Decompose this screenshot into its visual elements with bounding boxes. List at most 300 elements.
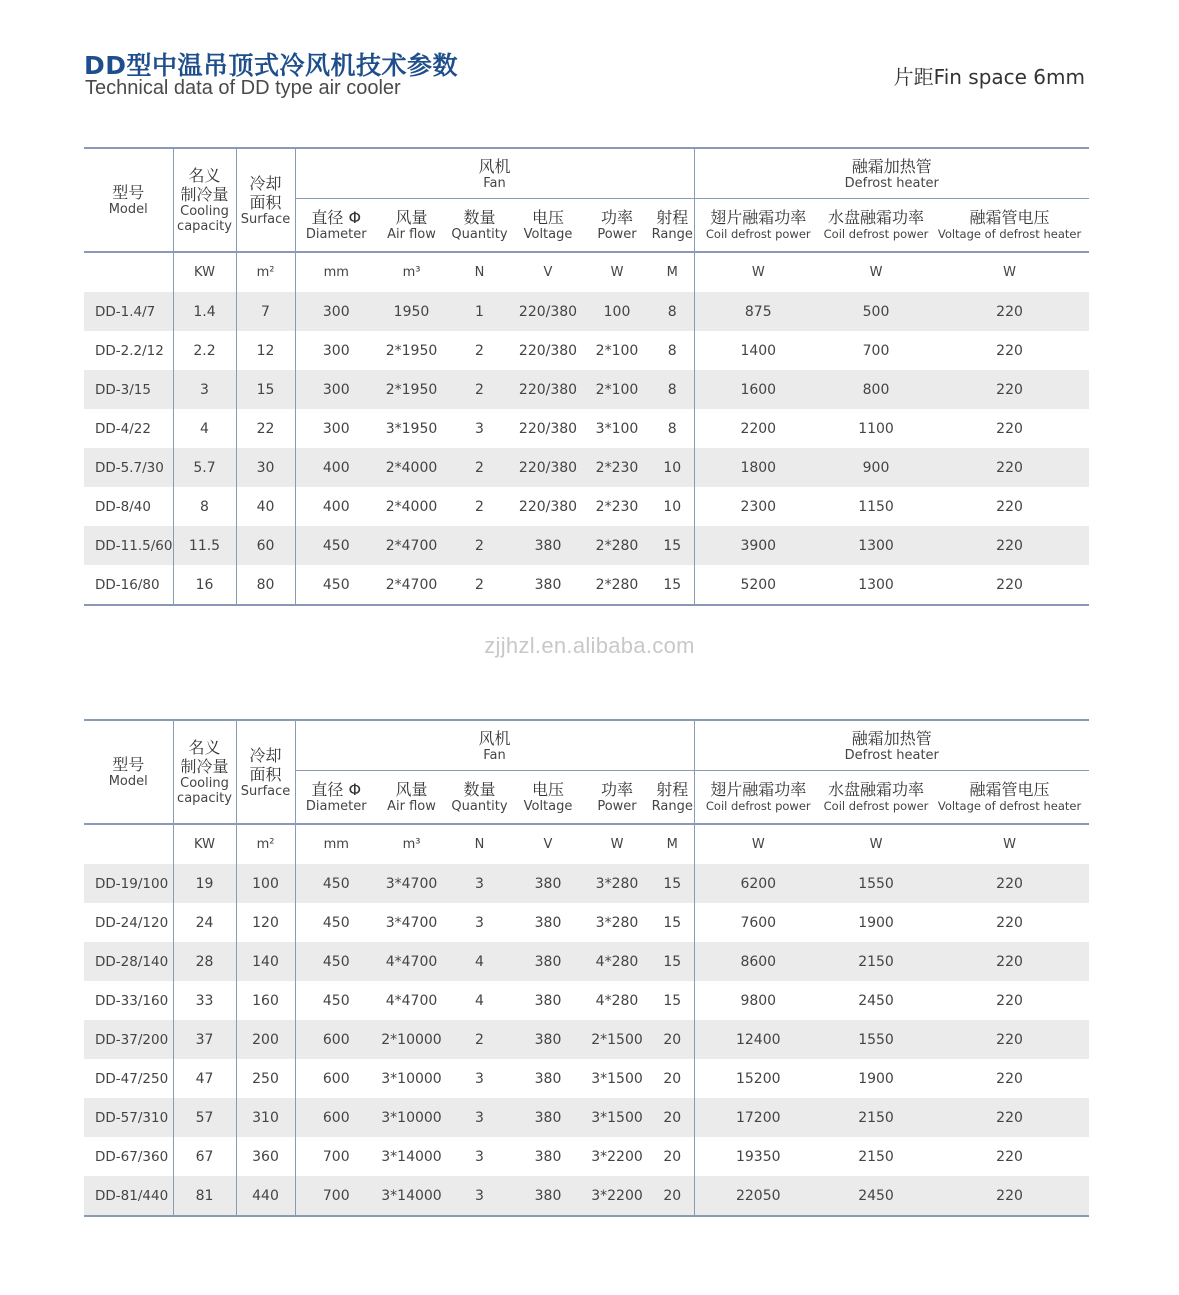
data-cell: 12400	[694, 1020, 822, 1059]
fan-group-header	[295, 148, 694, 199]
data-cell: 2	[475, 342, 484, 359]
diameter-header-en: Diameter	[305, 799, 367, 814]
data-cell: 220/380	[513, 292, 583, 331]
data-cell: 2*1950	[385, 342, 438, 359]
data-cell: 80	[236, 565, 295, 605]
data-cell: 220	[996, 914, 1023, 931]
col-quantity-header	[446, 771, 513, 825]
data-cell: 2*230	[583, 448, 651, 487]
data-cell: 2*4700	[377, 526, 446, 565]
data-cell: 800	[822, 370, 930, 409]
data-cell: 1300	[822, 565, 930, 605]
col-surface-header	[236, 720, 295, 824]
data-cell: 3*14000	[377, 1176, 446, 1216]
unit-cell	[84, 252, 173, 292]
unit-cell: mm	[295, 252, 377, 292]
cooling-header-en: Cooling capacity	[177, 776, 232, 806]
data-cell: 3	[475, 1148, 484, 1165]
data-cell: 19	[173, 864, 236, 903]
table-row	[84, 448, 1089, 487]
data-cell: 2200	[694, 409, 822, 448]
data-cell: 220	[930, 1098, 1089, 1137]
heater-voltage-header-cn: 融霜管电压	[969, 208, 1050, 227]
data-cell: 600	[295, 1020, 377, 1059]
data-cell: 220	[930, 864, 1089, 903]
range-header-en: Range	[651, 799, 693, 814]
data-cell: 2150	[822, 1098, 930, 1137]
data-cell: 2150	[858, 1148, 894, 1165]
unit-cell: W	[869, 265, 883, 280]
data-cell: 300	[295, 370, 377, 409]
data-cell: 220	[930, 370, 1089, 409]
data-cell: 15	[236, 370, 295, 409]
data-cell: 3	[475, 914, 484, 931]
col-quantity-header	[446, 199, 513, 253]
data-cell: 3*1500	[591, 1070, 643, 1087]
data-cell: 380	[513, 565, 583, 605]
data-cell: 2.2	[173, 331, 236, 370]
data-cell: 8	[651, 370, 694, 409]
col-tray-defrost-header	[822, 771, 930, 825]
data-cell: 3*100	[595, 420, 639, 437]
data-cell: 15	[663, 914, 682, 931]
data-cell: 300	[295, 409, 377, 448]
data-cell: 9800	[694, 981, 822, 1020]
col-range-header	[651, 199, 694, 253]
data-cell: 3	[173, 370, 236, 409]
data-cell: 3*1950	[385, 420, 438, 437]
unit-cell: KW	[173, 252, 236, 292]
unit-cell: V	[543, 265, 553, 280]
data-cell: 3*280	[583, 864, 651, 903]
col-tray-defrost-header	[822, 199, 930, 253]
data-cell: 380	[534, 992, 562, 1009]
airflow-header-en: Air flow	[387, 227, 436, 242]
table-row	[84, 292, 1089, 331]
tray-defrost-header-en: Coil defrost power	[823, 227, 929, 241]
model-cell: DD-57/310	[84, 1098, 173, 1137]
data-cell: 20	[651, 1176, 694, 1216]
data-cell: 15	[651, 864, 694, 903]
data-cell: 1150	[858, 498, 894, 515]
data-cell: 2450	[858, 992, 894, 1009]
coil-defrost-header-en: Coil defrost power	[705, 227, 811, 241]
data-cell: 4*4700	[377, 942, 446, 981]
data-cell: 380	[513, 1176, 583, 1216]
data-cell: 2450	[822, 1176, 930, 1216]
tray-defrost-header-cn: 水盘融霜功率	[828, 780, 925, 799]
diameter-header-en: Diameter	[305, 227, 367, 242]
model-cell: DD-81/440	[84, 1176, 173, 1216]
page-subtitle: Technical data of DD type air cooler	[85, 77, 401, 99]
power-header-en: Power	[597, 227, 637, 242]
data-cell: 220	[930, 565, 1089, 605]
data-cell: 220	[996, 1070, 1023, 1087]
data-cell: 220/380	[518, 498, 578, 515]
data-cell: 8	[651, 292, 694, 331]
data-cell: 5200	[694, 565, 822, 605]
data-cell: 200	[236, 1020, 295, 1059]
data-cell: 300	[295, 331, 377, 370]
data-cell: 2*4000	[385, 498, 438, 515]
col-power-header	[583, 199, 651, 253]
data-cell: 700	[862, 342, 890, 359]
data-cell: 3*10000	[381, 1070, 442, 1087]
data-cell: 450	[295, 526, 377, 565]
unit-cell: W	[694, 252, 822, 292]
data-cell: 22	[236, 409, 295, 448]
unit-cell: W	[694, 824, 822, 864]
units-row	[84, 824, 1089, 864]
data-cell: 8	[667, 342, 677, 359]
surface-header-cn: 冷却 面积	[249, 173, 282, 212]
data-cell: 700	[295, 1137, 377, 1176]
data-cell: 20	[663, 1148, 682, 1165]
table-row	[84, 331, 1089, 370]
range-header-en: Range	[651, 227, 693, 242]
data-cell: 220/380	[513, 370, 583, 409]
data-cell: 2*230	[595, 498, 639, 515]
heater-voltage-header-en: Voltage of defrost heater	[937, 227, 1082, 241]
data-cell: 15	[663, 992, 682, 1009]
data-cell: 160	[236, 981, 295, 1020]
unit-cell: m²	[236, 824, 295, 864]
model-cell: DD-2.2/12	[95, 342, 164, 359]
data-cell: 3	[446, 864, 513, 903]
unit-cell: W	[869, 837, 883, 852]
col-cooling-header	[173, 148, 236, 252]
data-cell: 15200	[694, 1059, 822, 1098]
cooling-header-cn: 名义 制冷量	[180, 738, 229, 776]
data-cell: 400	[295, 487, 377, 526]
data-cell: 1900	[858, 1070, 894, 1087]
diameter-header-cn: 直径 Φ	[311, 780, 362, 799]
data-cell: 300	[295, 292, 377, 331]
data-cell: 3*14000	[381, 1148, 442, 1165]
data-cell: 4*4700	[385, 992, 438, 1009]
data-cell: 57	[173, 1098, 236, 1137]
fan-group-en: Fan	[483, 175, 506, 191]
data-cell: 440	[236, 1176, 295, 1216]
data-cell: 3*1500	[583, 1098, 651, 1137]
data-cell: 220/380	[518, 342, 578, 359]
data-cell: 450	[295, 942, 377, 981]
data-cell: 380	[513, 1098, 583, 1137]
col-voltage-header	[513, 199, 583, 253]
cooling-header-en: Cooling capacity	[177, 204, 232, 234]
data-cell: 16	[173, 565, 236, 605]
data-cell: 40	[236, 487, 295, 526]
data-cell: 7600	[694, 903, 822, 942]
model-cell: DD-4/22	[95, 420, 151, 437]
col-surface-header	[236, 148, 295, 252]
col-heater-voltage-header	[930, 771, 1089, 825]
col-model-header	[84, 148, 173, 252]
data-cell: 1900	[858, 914, 894, 931]
table-row	[84, 903, 1089, 942]
range-header-cn: 射程	[656, 208, 689, 227]
data-cell: 380	[513, 942, 583, 981]
model-cell: DD-33/160	[95, 992, 169, 1009]
data-cell: 3*4700	[385, 914, 438, 931]
unit-cell: M	[666, 265, 678, 280]
data-cell: 1300	[822, 526, 930, 565]
data-cell: 15	[651, 526, 694, 565]
data-cell: 8600	[694, 942, 822, 981]
data-cell: 2*4700	[377, 565, 446, 605]
col-power-header	[583, 771, 651, 825]
data-cell: 1400	[694, 331, 822, 370]
data-cell: 220	[930, 292, 1089, 331]
model-cell: DD-37/200	[84, 1020, 173, 1059]
unit-cell: W	[610, 837, 624, 852]
data-cell: 2300	[694, 487, 822, 526]
data-cell: 380	[513, 864, 583, 903]
data-cell: 15	[651, 942, 694, 981]
tray-defrost-header-en: Coil defrost power	[823, 799, 929, 813]
unit-cell: m³	[402, 837, 421, 852]
table-row	[84, 1020, 1089, 1059]
data-cell: 2	[446, 1020, 513, 1059]
data-cell: 22050	[694, 1176, 822, 1216]
data-cell: 3*280	[595, 914, 639, 931]
unit-cell: m³	[402, 265, 421, 280]
table-row	[84, 370, 1089, 409]
table-row	[84, 409, 1089, 448]
data-cell: 3	[475, 420, 484, 437]
model-cell: DD-67/360	[95, 1148, 169, 1165]
fan-group-cn: 风机	[478, 728, 511, 748]
data-cell: 5.7	[173, 448, 236, 487]
model-header-cn: 型号	[112, 755, 145, 774]
data-cell: 3900	[694, 526, 822, 565]
fin-space-label: 片距Fin space 6mm	[893, 65, 1085, 89]
data-cell: 11.5	[173, 526, 236, 565]
data-cell: 20	[651, 1098, 694, 1137]
data-cell: 47	[173, 1059, 236, 1098]
defrost-group-en: Defrost heater	[844, 747, 939, 763]
defrost-group-cn: 融霜加热管	[851, 728, 932, 748]
col-heater-voltage-header	[930, 199, 1089, 253]
data-cell: 1550	[822, 864, 930, 903]
unit-cell: m²	[236, 252, 295, 292]
data-cell: 3*2200	[583, 1176, 651, 1216]
data-cell: 7	[236, 292, 295, 331]
unit-cell: KW	[173, 824, 236, 864]
data-cell: 380	[534, 914, 562, 931]
airflow-header-cn: 风量	[395, 780, 428, 799]
model-cell: DD-19/100	[84, 864, 173, 903]
quantity-header-cn: 数量	[463, 208, 496, 227]
data-cell: 10	[663, 498, 682, 515]
model-cell: DD-1.4/7	[84, 292, 173, 331]
data-cell: 220	[930, 448, 1089, 487]
data-cell: 4*280	[595, 992, 639, 1009]
surface-header-cn: 冷却 面积	[249, 745, 282, 784]
data-cell: 100	[236, 864, 295, 903]
data-cell: 19350	[694, 1137, 822, 1176]
table-row	[84, 1176, 1089, 1216]
data-cell: 3	[446, 1098, 513, 1137]
data-cell: 1100	[858, 420, 894, 437]
spec-table-table1	[84, 147, 1089, 606]
airflow-header-en: Air flow	[387, 799, 436, 814]
data-cell: 3*2200	[591, 1148, 643, 1165]
data-cell: 1800	[694, 448, 822, 487]
data-cell: 20	[651, 1020, 694, 1059]
surface-header-en: Surface	[240, 783, 291, 799]
data-cell: 2*1950	[377, 370, 446, 409]
data-cell: 220	[996, 342, 1023, 359]
data-cell: 140	[236, 942, 295, 981]
col-airflow-header	[377, 771, 446, 825]
power-header-cn: 功率	[600, 780, 633, 799]
col-diameter-header	[295, 771, 377, 825]
data-cell: 2*100	[583, 370, 651, 409]
model-cell: DD-16/80	[84, 565, 173, 605]
quantity-header-en: Quantity	[451, 799, 508, 814]
unit-cell: W	[610, 265, 624, 280]
table-row	[84, 981, 1089, 1020]
data-cell: 4	[173, 409, 236, 448]
model-header-cn: 型号	[112, 183, 145, 202]
data-cell: 450	[295, 565, 377, 605]
data-cell: 6200	[694, 864, 822, 903]
units-row	[84, 252, 1089, 292]
unit-cell: N	[474, 837, 485, 852]
table-row	[84, 864, 1089, 903]
data-cell: 120	[236, 903, 295, 942]
spec-table-table2	[84, 719, 1089, 1217]
data-cell: 33	[173, 981, 236, 1020]
watermark: zjjhzl.en.alibaba.com	[484, 633, 695, 658]
col-range-header	[651, 771, 694, 825]
defrost-group-header	[694, 720, 1089, 771]
defrost-group-header	[694, 148, 1089, 199]
diameter-header-cn: 直径 Φ	[311, 208, 362, 227]
airflow-header-cn: 风量	[395, 208, 428, 227]
data-cell: 600	[295, 1098, 377, 1137]
data-cell: 380	[513, 1020, 583, 1059]
data-cell: 220	[996, 498, 1023, 515]
model-cell: DD-3/15	[84, 370, 173, 409]
col-airflow-header	[377, 199, 446, 253]
data-cell: 875	[694, 292, 822, 331]
data-cell: 2	[446, 448, 513, 487]
quantity-header-cn: 数量	[463, 780, 496, 799]
data-cell: 2	[446, 565, 513, 605]
model-cell: DD-24/120	[95, 914, 169, 931]
table-row	[84, 526, 1089, 565]
data-cell: 10	[651, 448, 694, 487]
col-coil-defrost-header	[694, 771, 822, 825]
data-cell: 2	[475, 498, 484, 515]
coil-defrost-header-en: Coil defrost power	[705, 799, 811, 813]
unit-cell: W	[1003, 837, 1016, 852]
fan-group-en: Fan	[483, 747, 506, 763]
model-cell: DD-11.5/60	[84, 526, 173, 565]
table-row	[84, 1137, 1089, 1176]
model-cell: DD-8/40	[95, 498, 151, 515]
data-cell: 450	[295, 903, 377, 942]
quantity-header-en: Quantity	[451, 227, 508, 242]
data-cell: 700	[295, 1176, 377, 1216]
table-row	[84, 565, 1089, 605]
data-cell: 24	[173, 903, 236, 942]
table-row	[84, 487, 1089, 526]
data-cell: 2*280	[583, 526, 651, 565]
data-cell: 2*100	[595, 342, 639, 359]
data-cell: 450	[295, 981, 377, 1020]
unit-cell	[84, 824, 173, 864]
data-cell: 17200	[694, 1098, 822, 1137]
data-cell: 67	[173, 1137, 236, 1176]
heater-voltage-header-en: Voltage of defrost heater	[937, 799, 1082, 813]
fan-group-header	[295, 720, 694, 771]
model-cell: DD-28/140	[84, 942, 173, 981]
defrost-group-en: Defrost heater	[844, 175, 939, 191]
data-cell: 3	[446, 1176, 513, 1216]
data-cell: 2	[446, 370, 513, 409]
tray-defrost-header-cn: 水盘融霜功率	[828, 208, 925, 227]
col-cooling-header	[173, 720, 236, 824]
data-cell: 900	[822, 448, 930, 487]
range-header-cn: 射程	[656, 780, 689, 799]
data-cell: 3*4700	[377, 864, 446, 903]
table-row	[84, 942, 1089, 981]
data-cell: 3	[475, 1070, 484, 1087]
table-row	[84, 1059, 1089, 1098]
data-cell: 12	[236, 331, 295, 370]
data-cell: 220	[930, 942, 1089, 981]
model-cell: DD-5.7/30	[84, 448, 173, 487]
data-cell: 81	[173, 1176, 236, 1216]
model-header-en: Model	[108, 774, 148, 789]
data-cell: 2*1500	[583, 1020, 651, 1059]
voltage-header-cn: 电压	[531, 780, 564, 799]
heater-voltage-header-cn: 融霜管电压	[969, 780, 1050, 799]
data-cell: 360	[236, 1137, 295, 1176]
data-cell: 3*10000	[377, 1098, 446, 1137]
data-cell: 60	[236, 526, 295, 565]
coil-defrost-header-cn: 翅片融霜功率	[710, 208, 807, 227]
data-cell: 220	[930, 526, 1089, 565]
data-cell: 4	[475, 992, 484, 1009]
data-cell: 310	[236, 1098, 295, 1137]
col-diameter-header	[295, 199, 377, 253]
data-cell: 100	[583, 292, 651, 331]
data-cell: 1600	[694, 370, 822, 409]
voltage-header-en: Voltage	[523, 799, 573, 814]
data-cell: 600	[295, 1059, 377, 1098]
data-cell: 220	[996, 992, 1023, 1009]
col-voltage-header	[513, 771, 583, 825]
col-model-header	[84, 720, 173, 824]
data-cell: 250	[236, 1059, 295, 1098]
unit-cell: W	[1003, 265, 1016, 280]
data-cell: 8	[173, 487, 236, 526]
cooling-header-cn: 名义 制冷量	[180, 166, 229, 204]
data-cell: 1550	[822, 1020, 930, 1059]
coil-defrost-header-cn: 翅片融霜功率	[710, 780, 807, 799]
data-cell: 220/380	[513, 448, 583, 487]
data-cell: 380	[534, 1148, 562, 1165]
model-cell: DD-47/250	[95, 1070, 169, 1087]
data-cell: 400	[295, 448, 377, 487]
unit-cell: M	[666, 837, 678, 852]
data-cell: 4	[446, 942, 513, 981]
data-cell: 380	[513, 526, 583, 565]
